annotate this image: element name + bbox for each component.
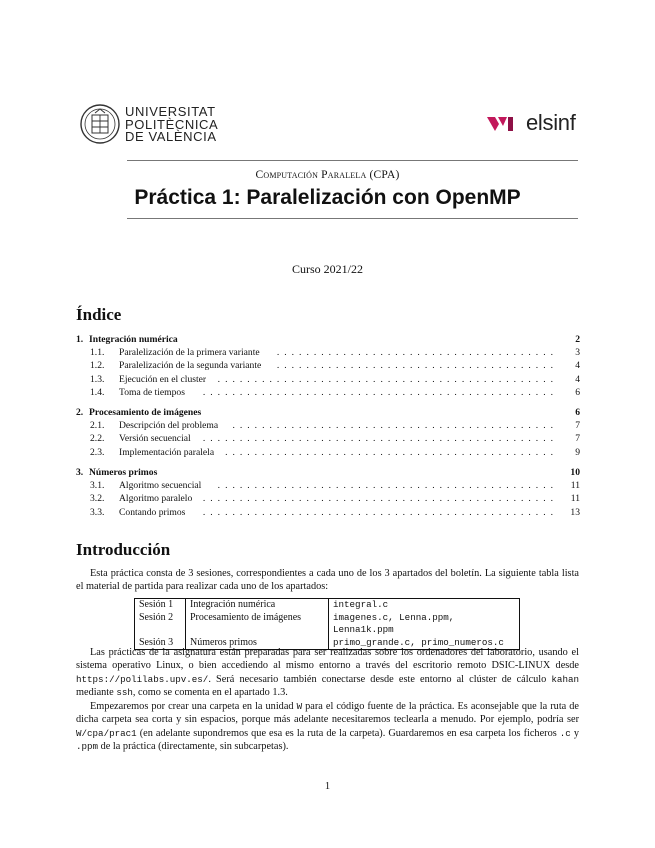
toc-number: 2.1. [90,420,105,432]
toc-page: 10 [570,467,580,478]
toc-leader-dots: ...................................... [276,360,558,372]
toc-subsection-entry[interactable] [76,432,580,445]
university-line: UNIVERSITAT [125,104,216,119]
toc-subsection-entry[interactable] [76,373,580,386]
toc-section-entry[interactable] [76,406,580,419]
toc-leader-dots: ................................................ [202,493,558,505]
academic-year: Curso 2021/22 [291,262,363,276]
toc-leader-dots: ............................................ [232,420,558,432]
page-title: Práctica 1: Paralelización con OpenMP [134,186,521,209]
text-run: Las prácticas de la asignatura están preparadas para ser realizadas sobre los ordenadores del laboratorio, usando el sistema operativo Linux, o bien accediendo al mismo entorno a través del escritorio remoto DSIC-LINUX desde [76,647,579,672]
elsinf-logo-icon [486,114,520,134]
intro-paragraph-1: Esta práctica consta de 3 sesiones, correspondientes a cada uno de los 3 apartados del boletín. La siguiente tabla lista el material de partida para realizar cada uno de los apartados: [76,568,579,593]
toc-title: Algoritmo secuencial [119,480,202,492]
topic-cell: Integración numérica [186,599,329,612]
files-cell: primo_grande.c, primo_numeros.c [329,637,520,650]
toc-page: 6 [575,407,580,418]
toc-page: 6 [575,386,580,398]
session-cell: Sesión 2 [135,612,186,637]
toc-leader-dots: ................................................ [202,506,558,518]
table-row [135,612,520,637]
toc-number: 3.3. [90,506,105,518]
title-rule [127,218,578,219]
text-run: Empezaremos por crear una carpeta en la unidad [90,701,297,712]
sessions-table [134,598,520,650]
toc-title: Toma de tiempos [119,386,185,398]
toc-number: 3.1. [90,480,105,492]
toc-title: Procesamiento de imágenes [89,407,202,418]
toc-page: 7 [575,420,580,432]
polilabs-link[interactable]: https://polilabs.upv.es/ [76,673,209,685]
toc-leader-dots: ................................................ [202,386,558,398]
toc-number: 3. [76,467,84,478]
toc-number: 1. [76,334,84,345]
toc-leader-dots: ................................................ [202,433,558,445]
session-cell: Sesión 1 [135,599,186,612]
toc-title: Algoritmo paralelo [119,493,193,505]
toc-page: 3 [575,347,580,359]
text-run: mediante [76,687,117,699]
toc-number: 1.4. [90,386,105,398]
toc-page: 13 [570,506,580,518]
toc-title: Contando primos [119,506,186,518]
top-rule [127,160,578,161]
toc-leader-dots: .............................................. [217,480,558,492]
toc-heading: Índice [76,305,122,324]
toc-subsection-entry[interactable] [76,386,580,399]
topic-cell: Números primos [186,637,329,650]
toc-page: 11 [570,480,580,492]
session-cell: Sesión 3 [135,637,186,650]
toc-leader-dots: .............................................. [217,373,558,385]
text-run: (en adelante supondremos que esa es la ruta de la carpeta). Guardaremos en esa carpeta los ficheros [136,727,560,739]
toc-subsection-entry[interactable] [76,446,580,459]
toc-subsection-entry[interactable] [76,506,580,519]
university-line: DE VALÈNCIA [125,129,217,144]
text-run: , como se comenta en el apartado 1.3. [132,687,288,699]
toc-leader-dots: ............................................. [225,446,558,458]
toc-title: Ejecución en el cluster [119,373,207,385]
table-row [135,599,520,612]
toc-leader-dots: ...................................... [276,347,558,359]
toc-number: 3.2. [90,493,105,505]
folder-path: W/cpa/prac1 [76,727,137,739]
toc-title: Versión secuencial [119,433,191,445]
toc-page: 4 [575,360,580,372]
toc-page: 11 [570,493,580,505]
toc-title: Paralelización de la primera variante [119,347,260,359]
text-run: y [570,727,579,739]
text-run: . Será necesario también conectarse desde este entorno al clúster de cálculo [208,673,552,685]
toc-page: 2 [575,334,580,345]
toc-title: Números primos [89,467,158,478]
files-cell: imagenes.c, Lenna.ppm, Lenna1k.ppm [329,612,520,637]
department-logo-text: elsinf [526,110,576,135]
intro-heading: Introducción [76,540,171,559]
files-cell: integral.c [329,599,520,612]
toc-title: Implementación paralela [119,446,215,458]
toc-subsection-entry[interactable] [76,479,580,492]
toc-page: 4 [575,373,580,385]
toc-subsection-entry[interactable] [76,492,580,505]
toc-number: 2.3. [90,446,105,458]
intro-paragraph-2 [76,646,579,700]
toc-subsection-entry[interactable] [76,346,580,359]
toc-number: 1.3. [90,373,105,385]
file-extension: .ppm [76,741,99,753]
file-extension: .c [559,727,571,739]
toc-title: Paralelización de la segunda variante [119,360,262,372]
toc-page: 9 [575,446,580,458]
toc-subsection-entry[interactable] [76,419,580,432]
toc-title: Descripción del problema [119,420,219,432]
toc-page: 7 [575,433,580,445]
page-number: 1 [324,781,331,792]
drive-name: W [296,701,303,712]
cluster-name: kahan [551,673,579,685]
text-run: de la práctica (directamente, sin subcarpetas). [98,741,289,753]
upv-seal-icon [80,104,120,144]
intro-paragraph-3 [76,700,579,754]
toc-section-entry[interactable] [76,466,580,479]
toc-number: 2. [76,407,84,418]
university-line: POLITÈCNICA [125,116,219,132]
toc-title: Integración numérica [89,334,178,345]
toc-number: 1.2. [90,360,105,372]
course-name: Computación Paralela (CPA) [255,169,400,181]
topic-cell: Procesamiento de imágenes [186,612,329,637]
toc-number: 1.1. [90,347,105,359]
university-name [125,106,218,144]
toc-number: 2.2. [90,433,105,445]
toc-subsection-entry[interactable] [76,359,580,372]
text-run: para el código fuente de la práctica. Es aconsejable que la ruta de dicha carpeta sea corta y sin espacios, porque más adelante necesitaremos teclearla a menudo. Por ejemplo, podría ser [76,701,579,726]
ssh-command: ssh [116,687,133,699]
toc-section-entry[interactable] [76,333,580,346]
